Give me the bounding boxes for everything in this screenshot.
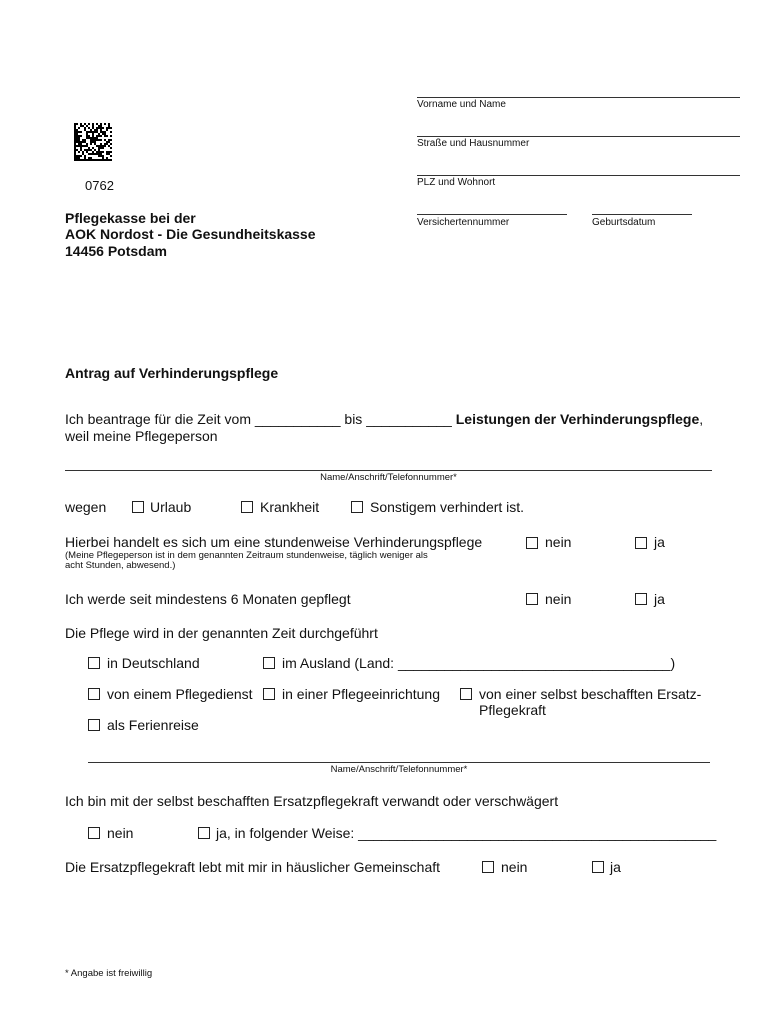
household-no-label: nein: [501, 859, 528, 875]
checkbox-krankheit[interactable]: [241, 501, 253, 513]
option-sonstiges: Sonstigem verhindert ist.: [370, 499, 525, 515]
checkbox-household-no[interactable]: [482, 861, 494, 873]
substitute-entry-line[interactable]: [88, 762, 710, 763]
recipient-line-3: 14456 Potsdam: [65, 243, 167, 259]
hourly-note-line-2: acht Stunden, abwesend.): [65, 560, 176, 571]
datamatrix-barcode-icon: [74, 123, 112, 161]
intro-comma: ,: [699, 411, 704, 427]
related-no-label: nein: [107, 825, 134, 841]
birthdate-line[interactable]: [592, 214, 692, 215]
document-title: Antrag auf Verhinderungspflege: [65, 365, 279, 381]
option-urlaub: Urlaub: [150, 499, 192, 515]
street-label: Straße und Hausnummer: [417, 138, 530, 149]
self-procured-label-line-2: Pflegekraft: [479, 702, 546, 718]
hourly-question: Hierbei handelt es sich um eine stundenweise Verhinderungspflege: [65, 534, 483, 550]
checkbox-abroad[interactable]: [263, 657, 275, 669]
hourly-yes-label: ja: [654, 534, 665, 550]
checkbox-hourly-yes[interactable]: [635, 537, 647, 549]
recipient-line-2: AOK Nordost - Die Gesundheitskasse: [65, 226, 316, 242]
checkbox-hourly-no[interactable]: [526, 537, 538, 549]
intro-line-1: [65, 411, 703, 427]
abroad-label: im Ausland (Land: ___________________________________): [282, 655, 676, 671]
care-location-question: Die Pflege wird in der genannten Zeit durchgeführt: [65, 625, 378, 641]
city-line[interactable]: [417, 175, 740, 176]
footnote: * Angabe ist freiwillig: [65, 968, 153, 979]
checkbox-six-months-no[interactable]: [526, 593, 538, 605]
checkbox-six-months-yes[interactable]: [635, 593, 647, 605]
reason-label: wegen: [65, 499, 107, 515]
caregiver-entry-note: Name/Anschrift/Telefonnummer*: [320, 472, 457, 483]
intro-line-2: weil meine Pflegeperson: [65, 428, 218, 444]
substitute-entry-note: Name/Anschrift/Telefonnummer*: [330, 764, 468, 775]
self-procured-label-line-1: von einer selbst beschafften Ersatz-: [479, 686, 702, 702]
option-krankheit: Krankheit: [260, 499, 320, 515]
six-months-question: Ich werde seit mindestens 6 Monaten gepflegt: [65, 591, 351, 607]
barcode-number: 0762: [85, 178, 114, 193]
related-yes-label: ja, in folgender Weise: ______________________________________________: [216, 825, 717, 841]
checkbox-care-service[interactable]: [88, 688, 100, 700]
household-question: Die Ersatzpflegekraft lebt mit mir in häuslicher Gemeinschaft: [65, 859, 441, 875]
six-months-no-label: nein: [545, 591, 572, 607]
insurance-number-line[interactable]: [417, 214, 567, 215]
checkbox-related-no[interactable]: [88, 827, 100, 839]
checkbox-care-facility[interactable]: [263, 688, 275, 700]
recipient-line-1: Pflegekasse bei der: [65, 210, 196, 226]
name-label: Vorname und Name: [417, 99, 506, 110]
city-label: PLZ und Wohnort: [417, 177, 496, 188]
care-facility-label: in einer Pflegeeinrichtung: [282, 686, 440, 702]
checkbox-sonstiges[interactable]: [351, 501, 363, 513]
six-months-yes-label: ja: [654, 591, 665, 607]
household-yes-label: ja: [610, 859, 621, 875]
birthdate-label: Geburtsdatum: [592, 217, 656, 228]
checkbox-germany[interactable]: [88, 657, 100, 669]
hourly-no-label: nein: [545, 534, 572, 550]
intro-text: Ich beantrage für die Zeit vom ___________ bis ___________: [65, 411, 456, 427]
related-question: Ich bin mit der selbst beschafften Ersatzpflegekraft verwandt oder verschwägert: [65, 793, 559, 809]
checkbox-self-procured[interactable]: [460, 688, 472, 700]
holiday-label: als Ferienreise: [107, 717, 199, 733]
checkbox-related-yes[interactable]: [198, 827, 210, 839]
care-service-label: von einem Pflegedienst: [107, 686, 253, 702]
checkbox-household-yes[interactable]: [592, 861, 604, 873]
caregiver-entry-line[interactable]: [65, 470, 712, 471]
insurance-number-label: Versichertennummer: [417, 217, 510, 228]
checkbox-urlaub[interactable]: [132, 501, 144, 513]
germany-label: in Deutschland: [107, 655, 200, 671]
intro-bold-text: Leistungen der Verhinderungspflege: [455, 411, 700, 427]
name-line[interactable]: [417, 97, 740, 98]
street-line[interactable]: [417, 136, 740, 137]
checkbox-holiday[interactable]: [88, 719, 100, 731]
hourly-note-line-1: (Meine Pflegeperson ist in dem genannten Zeitraum stundenweise, täglich weniger als: [65, 550, 428, 561]
